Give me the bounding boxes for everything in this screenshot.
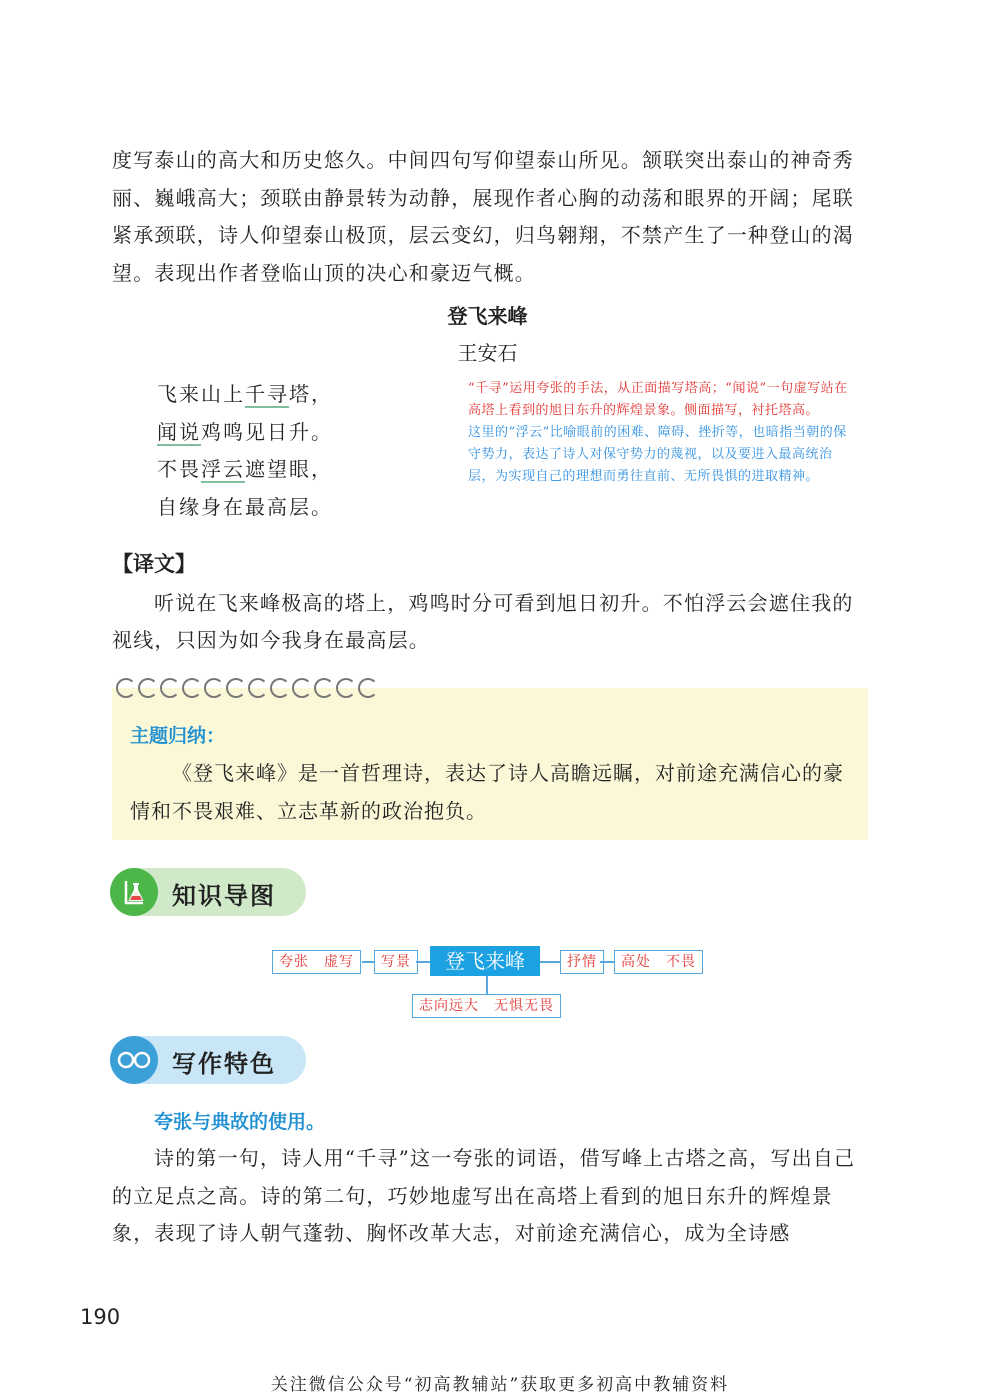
translation-heading: 【译文】 [112,552,196,576]
writing-features-subheading: 夸张与典故的使用。 [154,1111,326,1133]
knowledge-map-badge [110,868,306,916]
poem-line: 不畏浮云遮望眼， [157,457,333,481]
poem-line: 闻说鸡鸣见日升。 [157,419,333,444]
annotation-blue: 这里的“浮云”比喻眼前的困难、障碍、挫折等，也暗指当朝的保守势力，表达了诗人对保守势力的蔑视，以及要进入最高统治层，为实现自己的理想而勇往直前、无所畏惧的进取精神。 [468,425,847,484]
poem-title: 登飞来峰 [447,304,528,328]
poem-line: 自缘身在最高层。 [157,494,333,519]
annotation-red: “千寻”运用夸张的手法，从正面描写塔高；“闻说”一句虚写站在高塔上看到的旭日东升的辉煌景象。侧面描写，衬托塔高。 [468,381,848,418]
map-node-right-outer: 高处 不畏 [614,950,703,974]
knowledge-map-title: 知识导图 [172,882,276,910]
theme-heading: 主题归纳： [130,725,226,747]
map-connector [362,961,374,963]
writing-features-title: 写作特色 [172,1050,276,1078]
map-node-bottom: 志向远大 无惧无畏 [412,994,561,1018]
map-center-node: 登飞来峰 [430,946,540,976]
poem-line: 飞来山上千寻塔， [157,382,333,406]
writing-features-text: 诗的第一句，诗人用“千寻”这一夸张的词语，借写峰上古塔之高，写出自己的立足点之高。诗的第二句，巧妙地虚写出在高塔上看到的旭日东升的辉煌景象，表现了诗人朝气蓬勃、胸怀改革大志，对前途充满信心，成为全诗感 [112,1146,856,1245]
footer-note: 关注微信公众号“初高教辅站”获取更多初高中教辅资料 [270,1375,730,1395]
map-node-left-inner: 写景 [374,950,418,974]
poem-author: 王安石 [457,341,518,365]
map-connector [416,961,430,963]
poem-body [157,376,333,526]
notebook-rings [116,678,380,698]
map-node-left-outer: 夸张 虚写 [272,950,361,974]
map-connector [600,961,614,963]
map-connector [486,976,488,994]
map-node-right-inner: 抒情 [560,950,604,974]
flask-icon [110,868,158,916]
map-connector [540,961,560,963]
theme-text: 《登飞来峰》是一首哲理诗，表达了诗人高瞻远瞩，对前途充满信心的豪情和不畏艰难、立志革新的政治抱负。 [130,761,844,823]
glasses-icon [110,1036,158,1084]
translation-text: 听说在飞来峰极高的塔上，鸡鸣时分可看到旭日初升。不怕浮云会遮住我的视线，只因为如今我身在最高层。 [112,591,854,652]
poem-annotations [468,378,848,488]
writing-features-badge [110,1036,306,1084]
intro-paragraph: 度写泰山的高大和历史悠久。中间四句写仰望泰山所见。颔联突出泰山的神奇秀丽、巍峨高大；颈联由静景转为动静，展现作者心胸的动荡和眼界的开阔；尾联紧承颈联，诗人仰望泰山极顶，层云变幻，归鸟翱翔，不禁产生了一种登山的渴望。表现出作者登临山顶的决心和豪迈气概。 [112,148,854,285]
page-number: 190 [80,1305,121,1329]
